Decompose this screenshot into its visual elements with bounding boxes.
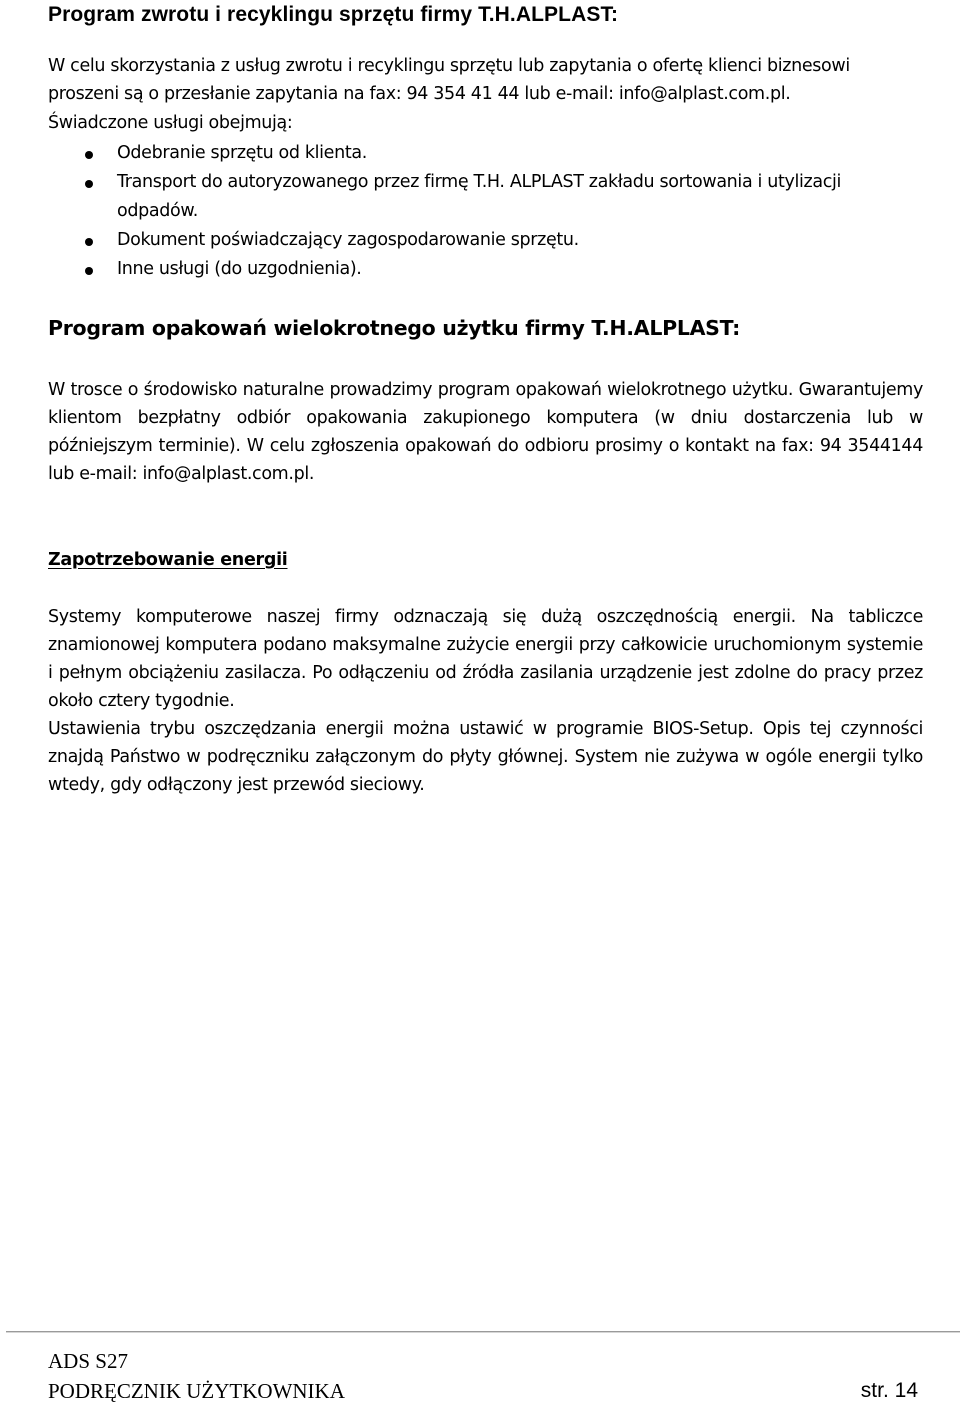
bullet-icon [85,267,93,275]
list-item-text: Transport do autoryzowanego przez firmę T.H. ALPLAST zakładu sortowania i utylizacji odpadów. [117,172,842,221]
footer-model: ADS S27 [48,1349,128,1373]
packaging-body: W trosce o środowisko naturalne prowadzimy program opakowań wielokrotnego użytku. Gwarantujemy klientom bezpłatny odbiór opakowania zakupionego komputera (w dniu dostarczenia lub w późniejszym terminie). W celu zgłoszenia opakowań do odbioru prosimy o kontakt na fax: 94 3544144 lub e-mail: info@alplast.com.pl. [48,380,923,484]
services-lead: Świadczone usługi obejmują: [48,113,293,133]
list-item-text: Dokument poświadczający zagospodarowanie sprzętu. [117,230,579,250]
energy-paragraph-1: Systemy komputerowe naszej firmy odznaczają się dużą oszczędnością energii. Na tabliczce znamionowej komputera podano maksymalne zużycie energii przy całkowicie uruchomionym systemie i pełnym obciążeniu zasilacza. Po odłączeniu od źródła zasilania urządzenie jest zdolne do pracy przez około cztery tygodnie. [48,607,923,711]
energy-paragraph-2: Ustawienia trybu oszczędzania energii można ustawić w programie BIOS-Setup. Opis tej czynności znajdą Państwo w podręczniku załączonym do płyty głównej. System nie zużywa w ogóle energii tylko wtedy, gdy odłączony jest przewód sieciowy. [48,719,923,795]
list-item-text: Odebranie sprzętu od klienta. [117,143,367,163]
recycling-heading: Program zwrotu i recyklingu sprzętu firmy T.H.ALPLAST: [48,3,619,26]
list-item-text: Inne usługi (do uzgodnienia). [117,259,362,279]
packaging-heading: Program opakowań wielokrotnego użytku firmy T.H.ALPLAST: [48,316,741,340]
services-list [48,139,888,284]
footer-divider [6,1331,960,1332]
bullet-icon [85,180,93,188]
list-item [48,255,888,284]
bullet-icon [85,151,93,159]
list-item [48,168,888,226]
list-item [48,139,888,168]
bullet-icon [85,238,93,246]
list-item [48,226,888,255]
footer-manual-title: PODRĘCZNIK UŻYTKOWNIKA [48,1379,345,1403]
recycling-intro: W celu skorzystania z usług zwrotu i recyklingu sprzętu lub zapytania o ofertę klienci biznesowi proszeni są o przesłanie zapytania na fax: 94 354 41 44 lub e-mail: info@alplast.com.pl. [48,56,850,104]
page-number: str. 14 [860,1379,918,1402]
energy-heading: Zapotrzebowanie energii [48,550,288,570]
